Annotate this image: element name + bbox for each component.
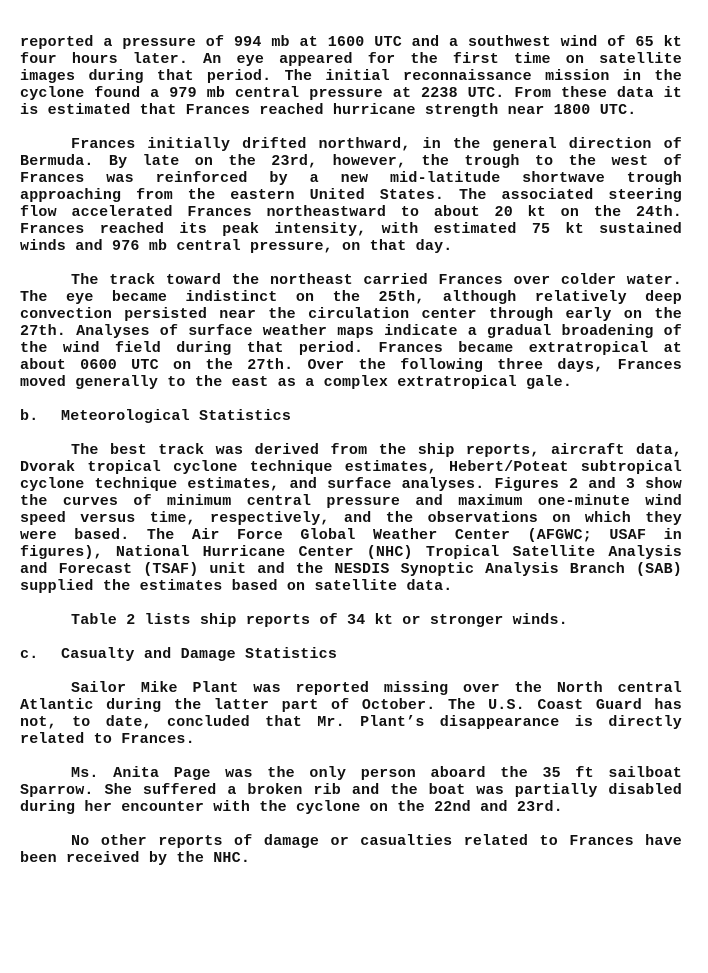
document-page (20, 34, 682, 867)
paragraph-gap (20, 663, 682, 680)
paragraph-gap (20, 595, 682, 612)
vessel-name: Sparrow. (20, 782, 94, 799)
anita-page-text-start: Ms. Anita Page was the only person aboard the 35 ft sailboat (71, 765, 682, 782)
paragraph-gap (20, 748, 682, 765)
paragraph-mike-plant: Sailor Mike Plant was reported missing over the North central Atlantic during the latter part of October. The U.S. Coast Guard has not, to date, concluded that Mr. Plant’s disappearance is directly related to Frances. (20, 680, 682, 748)
paragraph-formation: reported a pressure of 994 mb at 1600 UTC and a southwest wind of 65 kt four hours later. An eye appeared for the first time on satellite images during that period. The initial reconnaissance mission in the cyclone found a 979 mb central pressure at 2238 UTC. From these data it is estimated that Frances reached hurricane strength near 1800 UTC. (20, 34, 682, 119)
paragraph-no-other-reports: No other reports of damage or casualties related to Frances have been received by the NHC. (20, 833, 682, 867)
section-letter: c. (20, 646, 39, 663)
paragraph-anita-page (20, 765, 682, 816)
paragraph-track-north: Frances initially drifted northward, in the general direction of Bermuda. By late on the 23rd, however, the trough to the west of Frances was reinforced by a new mid-latitude shortwave trough approaching from the eastern United States. The associated steering flow accelerated Frances northeastward to about 20 kt on the 24th. Frances reached its peak intensity, with estimated 75 kt sustained winds and 976 mb central pressure, on that day. (20, 136, 682, 255)
paragraph-gap (20, 629, 682, 646)
section-letter: b. (20, 408, 39, 425)
section-title: Casualty and Damage Statistics (61, 646, 338, 663)
paragraph-track-northeast: The track toward the northeast carried Frances over colder water. The eye became indistinct on the 25th, although relatively deep convection persisted near the circulation center through early on the 27th. Analyses of surface weather maps indicate a gradual broadening of the wind field during that period. Frances became extratropical at about 0600 UTC on the 27th. Over the following three days, Frances moved generally to the east as a complex extratropical gale. (20, 272, 682, 391)
section-heading-casualty (20, 646, 682, 663)
anita-page-text-end: She suffered a broken rib and the boat was partially disabled during her encounter with the cyclone on the 22nd and 23rd. (20, 782, 682, 816)
paragraph-best-track: The best track was derived from the ship reports, aircraft data, Dvorak tropical cyclone technique estimates, Hebert/Poteat subtropical cyclone technique estimates, and surface analyses. Figures 2 and 3 show the curves of minimum central pressure and maximum one-minute wind speed versus time, respectively, and the observations on which they were based. The Air Force Global Weather Center (AFGWC; USAF in figures), National Hurricane Center (NHC) Tropical Satellite Analysis and Forecast (TSAF) unit and the NESDIS Synoptic Analysis Branch (SAB) supplied the estimates based on satellite data. (20, 442, 682, 595)
paragraph-ship-reports: Table 2 lists ship reports of 34 kt or stronger winds. (71, 612, 568, 629)
section-title: Meteorological Statistics (61, 408, 292, 425)
paragraph-gap (20, 816, 682, 833)
paragraph-gap (20, 255, 682, 272)
section-heading-meteorological (20, 408, 682, 425)
paragraph-gap (20, 391, 682, 408)
paragraph-gap (20, 119, 682, 136)
paragraph-gap (20, 425, 682, 442)
